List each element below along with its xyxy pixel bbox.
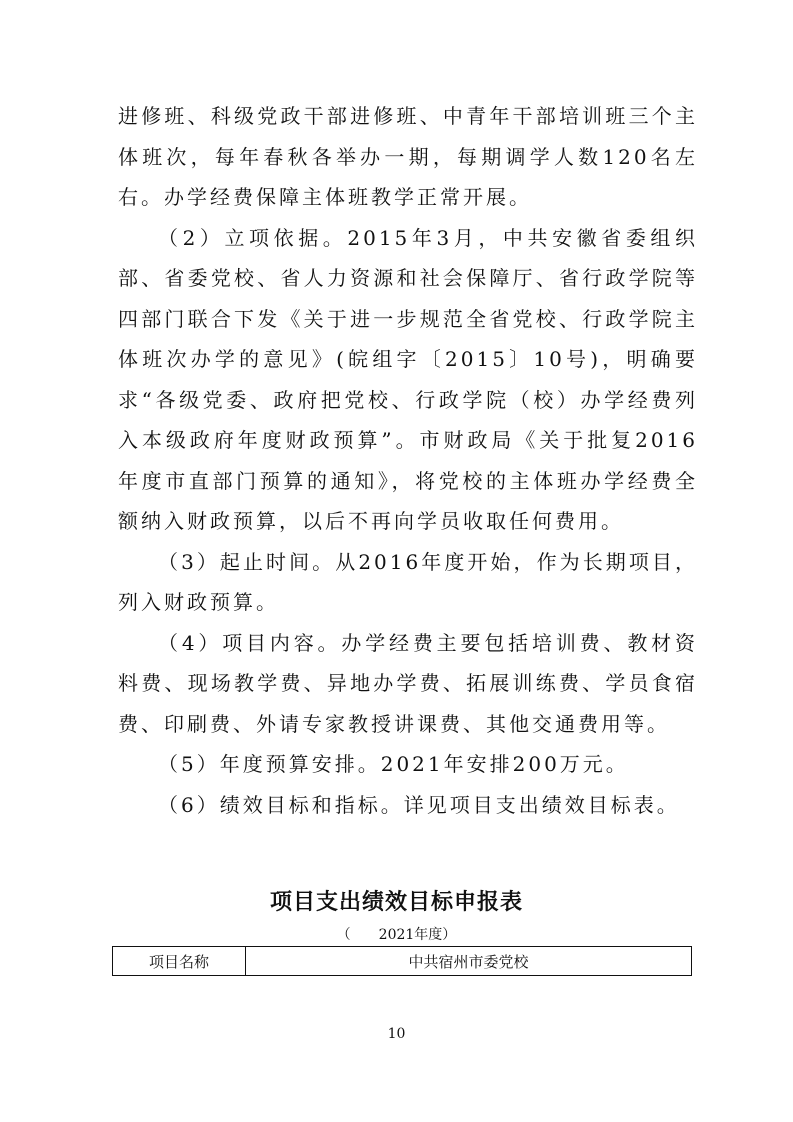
paragraph-content: （4）项目内容。办学经费主要包括培训费、教材资料费、现场教学费、异地办学费、拓展训练费、学员食宿费、印刷费、外请专家教授讲课费、其他交通费用等。 bbox=[118, 630, 698, 736]
project-name-label: 项目名称 bbox=[113, 947, 246, 976]
table-row bbox=[113, 947, 692, 976]
paragraph-budget: （5）年度预算安排。2021年安排200万元。 bbox=[158, 752, 629, 776]
page-number: 10 bbox=[387, 1026, 406, 1042]
table-title: 项目支出绩效目标申报表 bbox=[269, 890, 523, 915]
paragraph-basis: （2）立项依据。2015年3月，中共安徽省委组织部、省委党校、省人力资源和社会保障厅、省行政学院等四部门联合下发《关于进一步规范全省党校、行政学院主体班次办学的意见》(皖组字〔2015〕10号)，明确要求“各级党委、政府把党校、行政学院（校）办学经费列入本级政府年度财政预算”。市财政局《关于批复2016年度市直部门预算的通知》，将党校的主体班办学经费全额纳入财政预算，以后不再向学员收取任何费用。 bbox=[118, 225, 698, 533]
paragraph-targets: （6）绩效目标和指标。详见项目支出绩效目标表。 bbox=[158, 792, 680, 817]
body-text bbox=[118, 96, 698, 825]
paragraph-period: （3）起止时间。从2016年度开始，作为长期项目，列入财政预算。 bbox=[118, 549, 698, 614]
performance-target-table bbox=[112, 946, 692, 976]
table-year: （ 2021年度） bbox=[336, 927, 457, 943]
paragraph-continuation: 进修班、科级党政干部进修班、中青年干部培训班三个主体班次，每年春秋各举办一期，每期调学人数120名左右。办学经费保障主体班教学正常开展。 bbox=[118, 104, 698, 209]
project-name-value: 中共宿州市委党校 bbox=[246, 947, 692, 976]
